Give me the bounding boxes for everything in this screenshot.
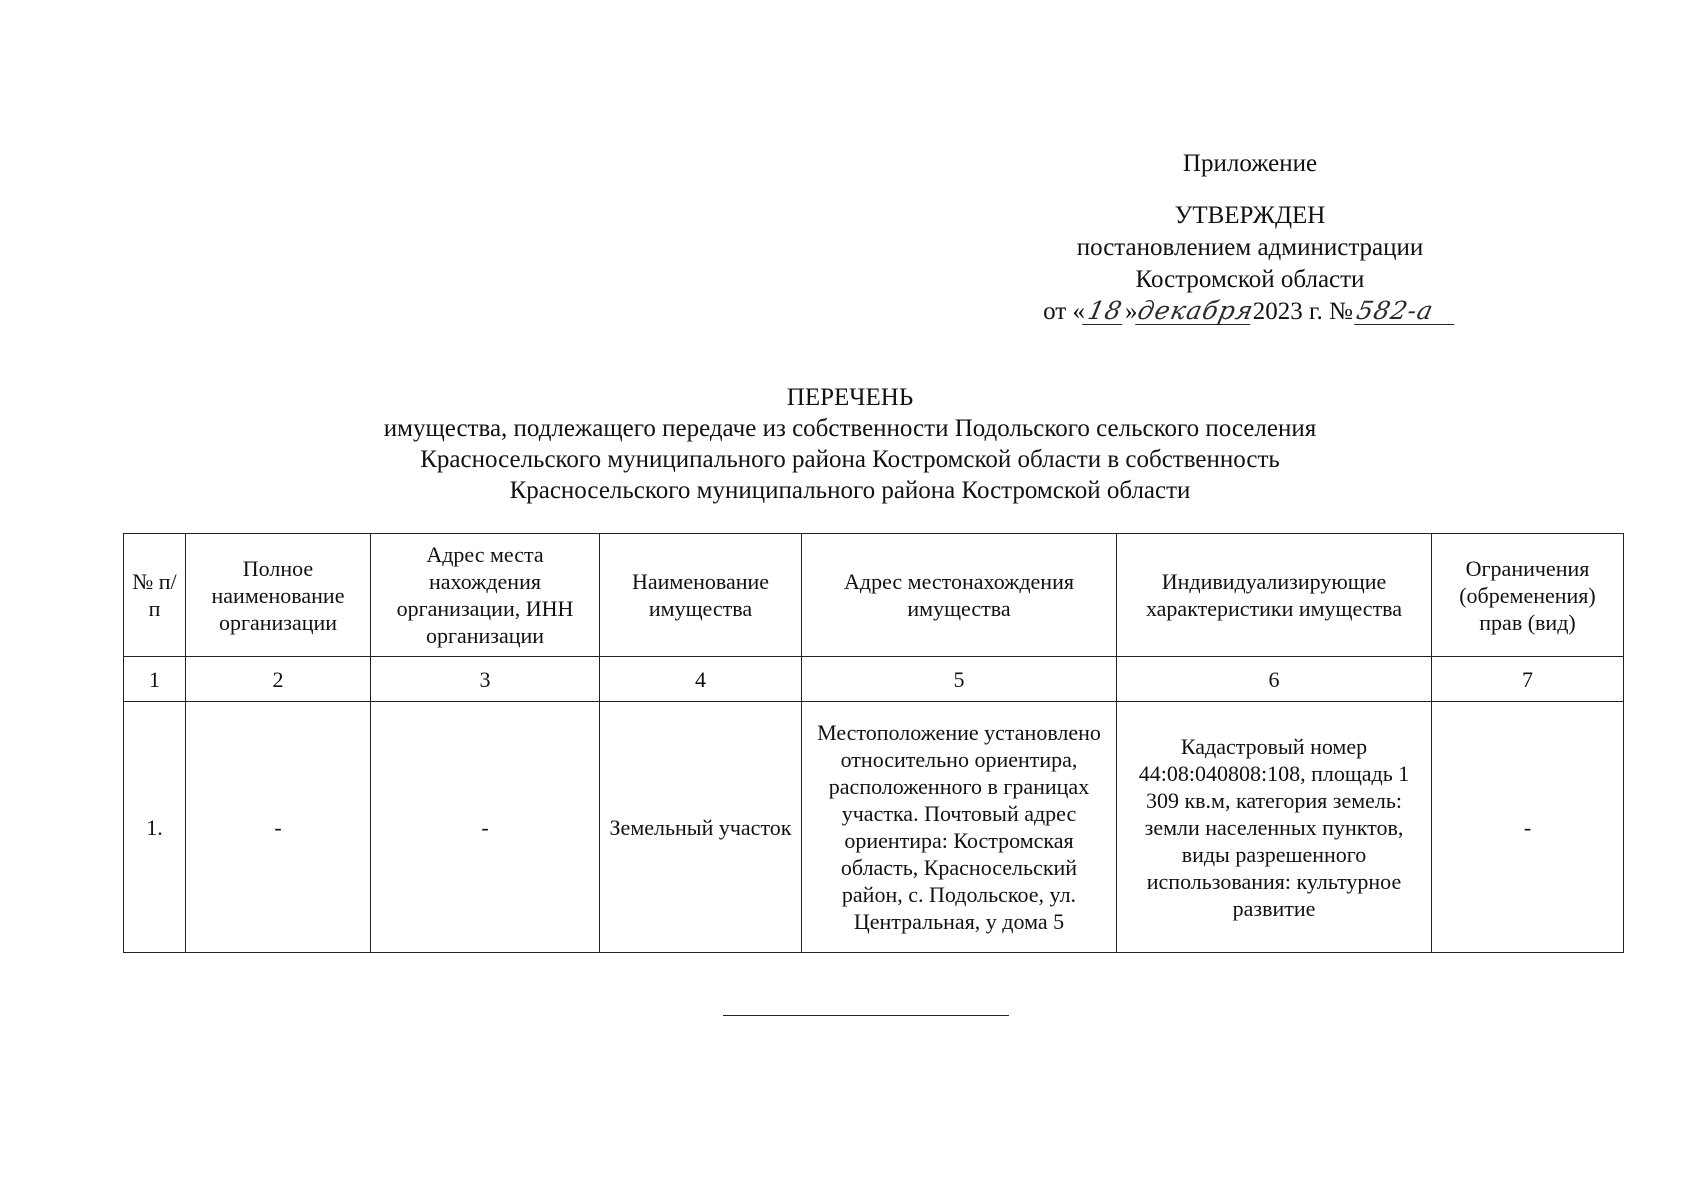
document-title: [230, 382, 1470, 506]
cell-org-name: -: [186, 702, 371, 953]
cell-property-name: Земельный участок: [600, 702, 802, 953]
title-line-2: Красносельского муниципального района Костромской области в собственность: [420, 446, 1280, 473]
column-number: 5: [802, 657, 1117, 702]
column-number: 2: [186, 657, 371, 702]
date-year: 2023 г. №: [1252, 298, 1353, 325]
column-number: 6: [1117, 657, 1432, 702]
approved-region: Костромской области: [1135, 266, 1365, 293]
approval-block: [1040, 148, 1460, 328]
header-number: № п/п: [124, 534, 186, 657]
header-characteristics: Индивидуализирующие характеристики имущества: [1117, 534, 1432, 657]
property-table: [123, 533, 1624, 953]
title-line-1: имущества, подлежащего передаче из собственности Подольского сельского поселения: [383, 415, 1317, 442]
table-header-row: [124, 534, 1624, 657]
date-quote-close: »: [1125, 298, 1138, 325]
footer-divider: [723, 1015, 1009, 1016]
column-number: 3: [371, 657, 600, 702]
handwritten-day: 18: [1082, 298, 1128, 325]
header-restrictions: Ограничения (обременения) прав (вид): [1432, 534, 1624, 657]
title-line-3: Красносельского муниципального района Костромской области: [509, 477, 1191, 504]
header-property-name: Наименование имущества: [600, 534, 802, 657]
approved-label: УТВЕРЖДЕН: [1174, 202, 1326, 229]
title-heading: ПЕРЕЧЕНЬ: [786, 384, 914, 411]
header-property-address: Адрес местонахождения имущества: [802, 534, 1117, 657]
appendix-label: Приложение: [1182, 150, 1318, 177]
cell-org-address: -: [371, 702, 600, 953]
handwritten-month: декабря: [1134, 296, 1257, 325]
approved-by-line: постановлением администрации: [1076, 234, 1424, 261]
table-row: [124, 702, 1624, 953]
cell-restrictions: -: [1432, 702, 1624, 953]
handwritten-doc-number: 582-а: [1354, 298, 1460, 325]
column-number: 7: [1432, 657, 1624, 702]
cell-characteristics: Кадастровый номер 44:08:040808:108, площадь 1 309 кв.м, категория земель: земли населенных пунктов, виды разрешенного использования: культурное развитие: [1117, 702, 1432, 953]
approval-date-line: [1040, 296, 1460, 328]
column-number: 4: [600, 657, 802, 702]
cell-property-address: Местоположение установлено относительно ориентира, расположенного в границах участка. Почтовый адрес ориентира: Костромская область, Красносельский район, с. Подольское, ул. Центральная, у дома 5: [802, 702, 1117, 953]
date-prefix: от «: [1043, 298, 1085, 325]
column-number: 1: [124, 657, 186, 702]
column-number-row: [124, 657, 1624, 702]
header-org-name: Полное наименование организации: [186, 534, 371, 657]
cell-number: 1.: [124, 702, 186, 953]
header-org-address: Адрес места нахождения организации, ИНН организации: [371, 534, 600, 657]
